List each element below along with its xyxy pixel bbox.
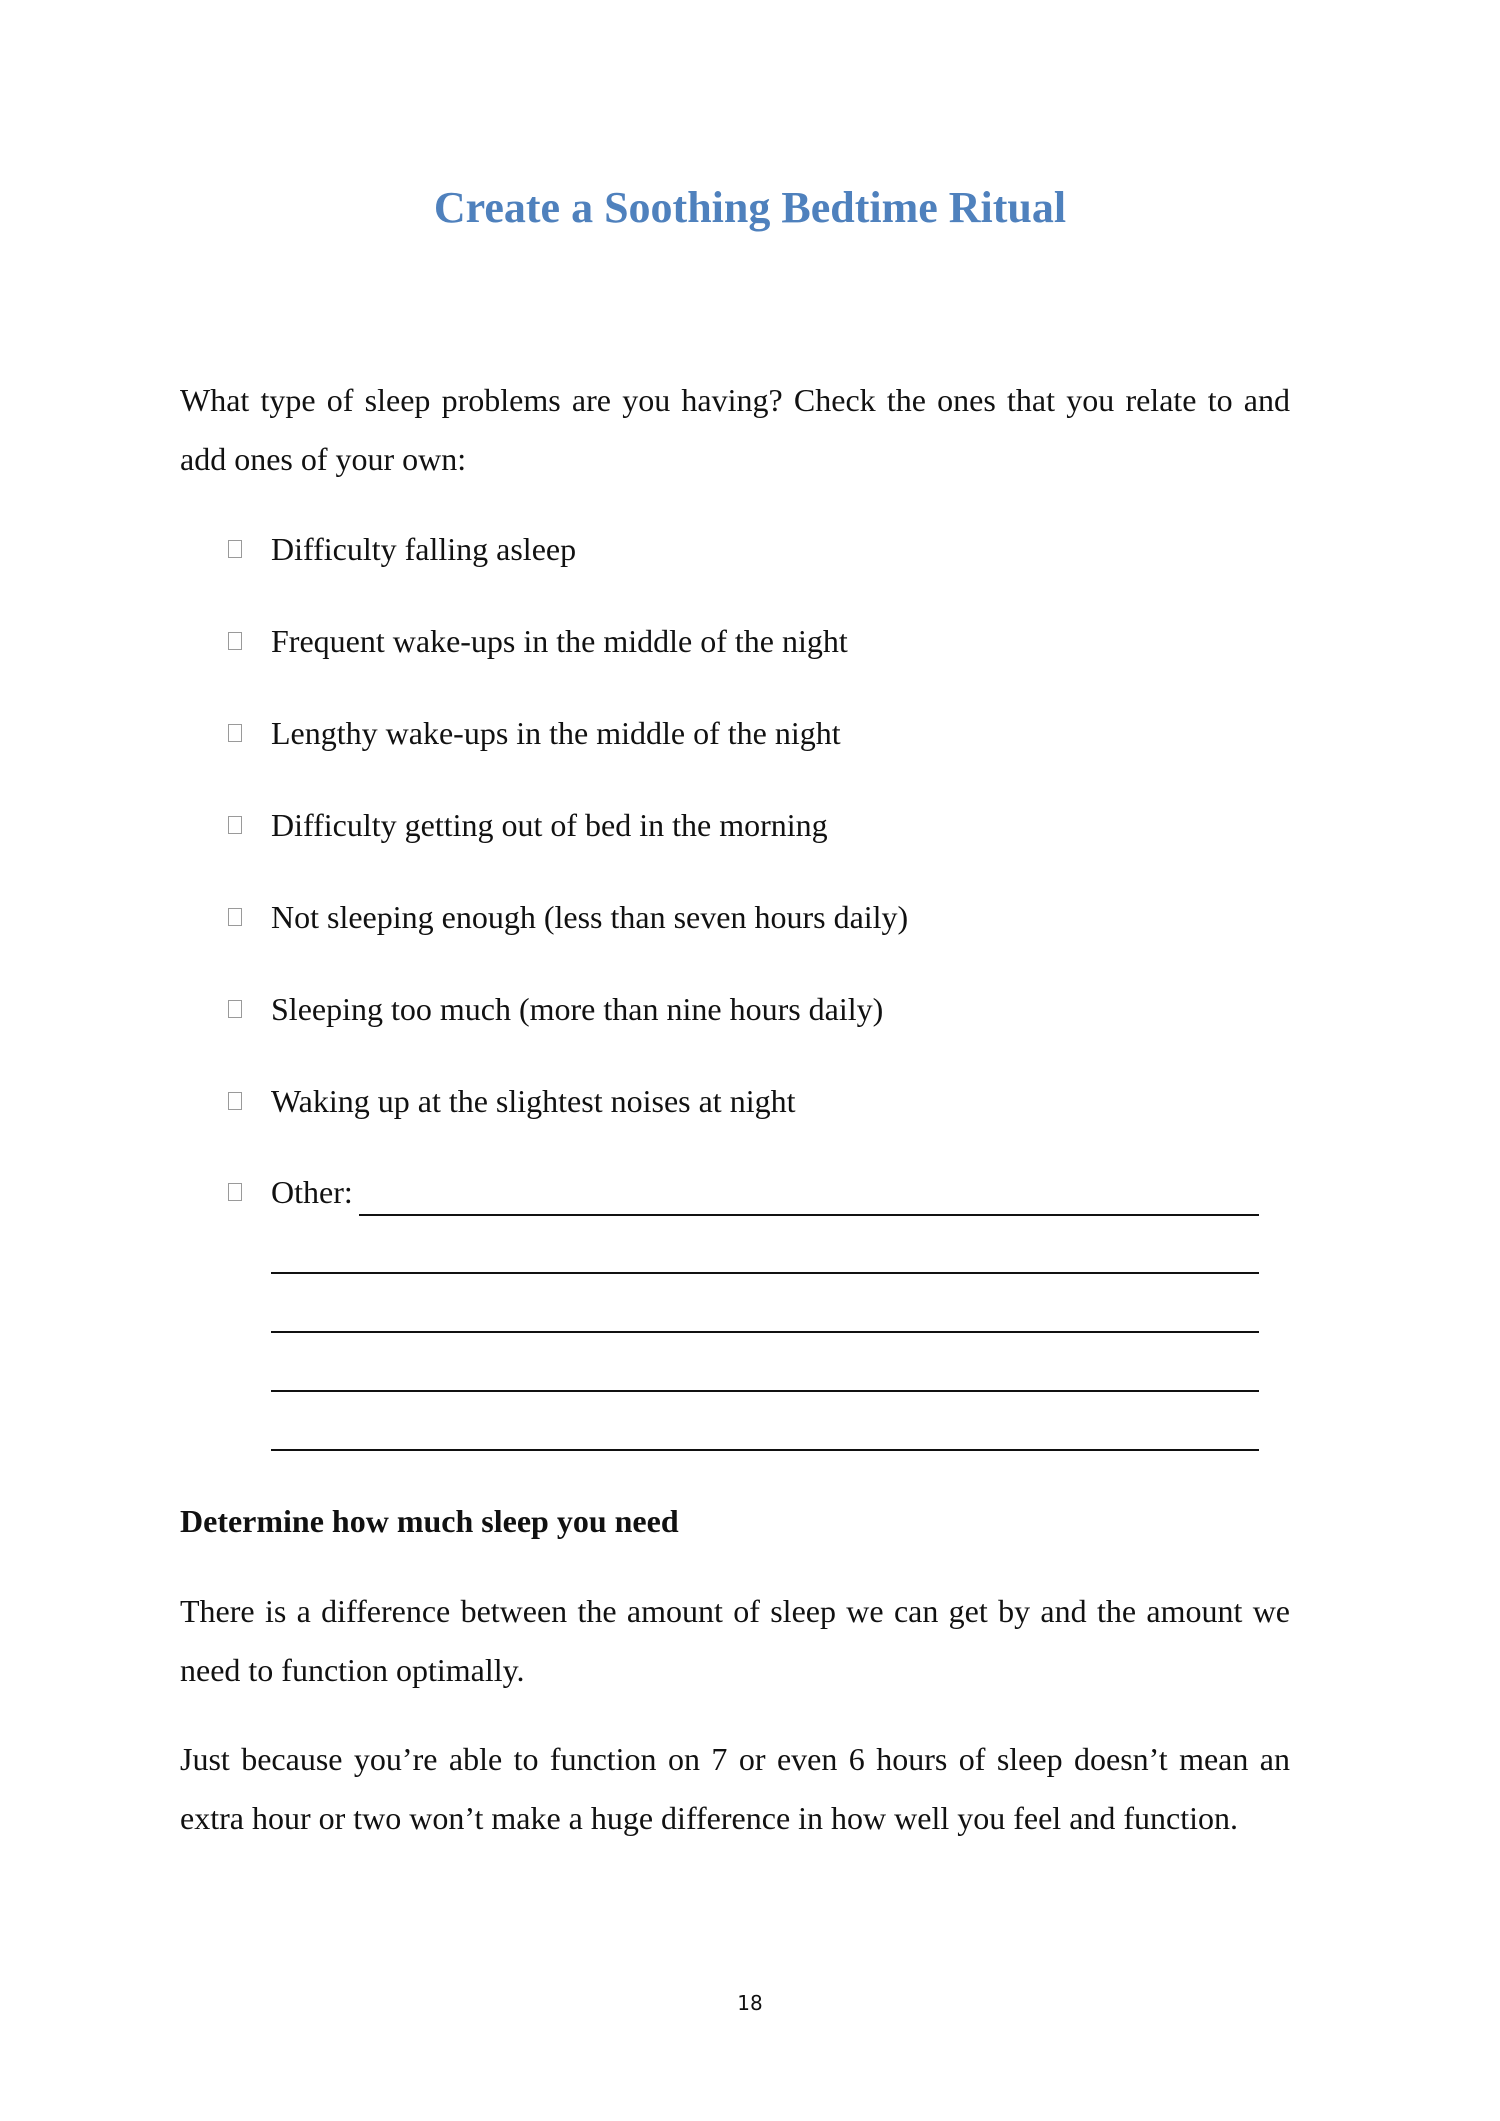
checklist-item-label: Lengthy wake-ups in the middle of the night xyxy=(271,715,841,751)
checklist-item[interactable] xyxy=(0,613,1500,663)
other-write-line[interactable] xyxy=(271,1419,1259,1451)
other-label: Other: xyxy=(271,1174,353,1210)
checkbox[interactable] xyxy=(228,816,242,834)
checkbox[interactable] xyxy=(228,1183,242,1201)
checkbox[interactable] xyxy=(228,540,242,558)
checkbox[interactable] xyxy=(228,1000,242,1018)
checklist-item[interactable] xyxy=(0,1073,1500,1123)
page-number: 18 xyxy=(737,1991,763,2015)
checklist-item-label: Frequent wake-ups in the middle of the night xyxy=(271,623,848,659)
body-paragraph: Just because you’re able to function on 7 or even 6 hours of sleep doesn’t mean an extra hour or two won’t make a huge difference in how well you feel and function. xyxy=(180,1741,1290,1836)
body-paragraph: There is a difference between the amount of sleep we can get by and the amount we need to function optimally. xyxy=(180,1593,1290,1688)
intro-paragraph: What type of sleep problems are you having? Check the ones that you relate to and add ones of your own: xyxy=(180,382,1290,477)
checklist-item[interactable] xyxy=(0,521,1500,571)
other-write-line[interactable] xyxy=(271,1360,1259,1392)
checklist-item[interactable] xyxy=(0,889,1500,939)
checklist-item[interactable] xyxy=(0,705,1500,755)
checklist-item-label: Difficulty getting out of bed in the morning xyxy=(271,807,828,843)
checklist-item-label: Waking up at the slightest noises at night xyxy=(271,1083,796,1119)
other-write-line[interactable] xyxy=(359,1184,1259,1216)
page-title: Create a Soothing Bedtime Ritual xyxy=(433,183,1067,232)
checkbox[interactable] xyxy=(228,632,242,650)
checkbox[interactable] xyxy=(228,724,242,742)
other-write-line[interactable] xyxy=(271,1242,1259,1274)
checkbox[interactable] xyxy=(228,908,242,926)
section-heading: Determine how much sleep you need xyxy=(180,1503,679,1539)
checklist-item[interactable] xyxy=(0,797,1500,847)
checklist-item-label: Difficulty falling asleep xyxy=(271,531,577,567)
checklist-item-label: Not sleeping enough (less than seven hours daily) xyxy=(271,899,909,935)
checklist-item-label: Sleeping too much (more than nine hours daily) xyxy=(271,991,884,1027)
other-write-line[interactable] xyxy=(271,1301,1259,1333)
checkbox[interactable] xyxy=(228,1092,242,1110)
checklist-item[interactable] xyxy=(0,981,1500,1031)
